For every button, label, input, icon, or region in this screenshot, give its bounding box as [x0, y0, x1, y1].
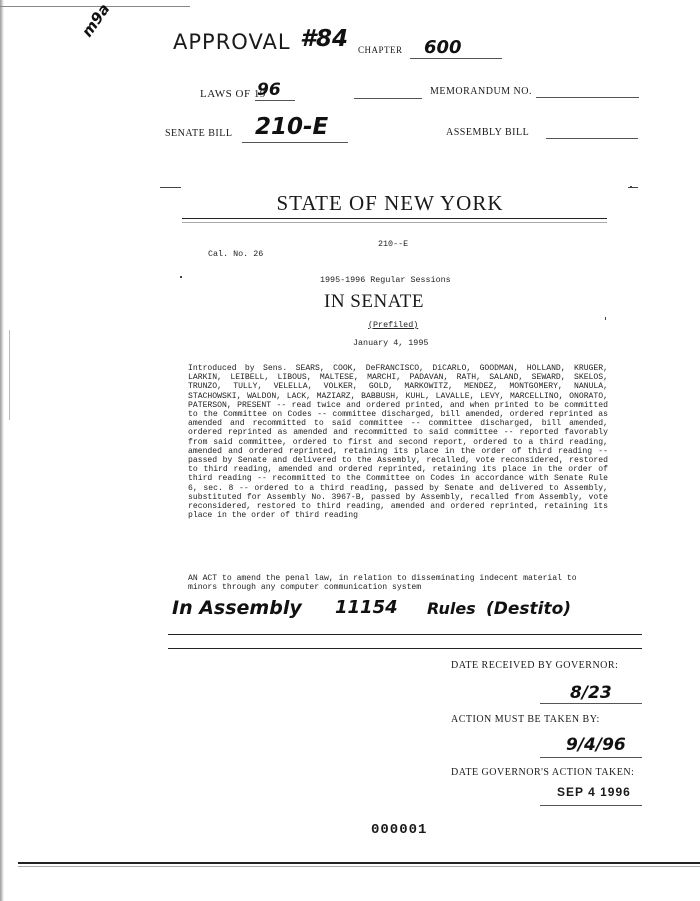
rule-mark-left: [160, 187, 181, 188]
action-deadline-blank: [540, 757, 642, 758]
bottom-scan-edge: [18, 862, 700, 864]
scan-speck: [605, 317, 606, 320]
date-received-label: DATE RECEIVED BY GOVERNOR:: [451, 660, 619, 671]
handwritten-rules: Rules: [427, 599, 476, 618]
approval-number: #84: [300, 26, 349, 52]
introduction-paragraph: Introduced by Sens. SEARS, COOK, DeFRANCISCO, DiCARLO, GOODMAN, HOLLAND, KRUGER, LARKIN, LEIBELL, LIBOUS, MALTESE, MARCHI, PADAVAN, RATH, SALAND, SEWARD, SKELOS, TRUNZO, TULLY, VELELLA, VOLKER, GOLD, MARKOWITZ, MENDEZ, MONTGOMERY, NANULA, STACHOWSKI, WALDON, LACK, MAZIARZ, BABBUSH, KUHL, LAVALLE, LEVY, MARCELLINO, ONORATO, PATERSON, PRESENT -- read twice and ordered printed, and when printed to be committed to the Committee on Codes -- committee discharged, bill amended, ordered reprinted as amended and recommitted to said committee -- committee discharged, bill amended, ordered reprinted as amended and recommitted to said committee -- reported favorably from said committee, ordered to first and second report, ordered to a third reading, amended and ordered reprinted, retaining its place in the order of third reading -- passed by Senate and delivered to the Assembly, recalled, vote reconsidered, restored to third reading, amended and ordered reprinted, retaining its place in the order of third reading -- recommitted to the Committee on Codes in accordance with Senate Rule 6, sec. 8 -- ordered to a third reading, passed by Senate and delivered to Assembly, substituted for Assembly No. 3967-B, passed by Assembly, recalled from Assembly, vote reconsidered, restored to third reading, amended and ordered reprinted, retaining its place in the order of third reading: [188, 364, 608, 521]
action-taken-blank: [540, 805, 642, 806]
action-taken-stamp: SEP 4 1996: [557, 785, 631, 799]
calendar-number: Cal. No. 26: [208, 249, 264, 259]
handwritten-assembly: In Assembly: [172, 597, 302, 619]
senate-bill-label: SENATE BILL: [165, 128, 233, 139]
bottom-scan-shadow: [18, 866, 700, 867]
scan-streak: [9, 330, 10, 420]
chamber-heading: IN SENATE: [324, 291, 425, 312]
memorandum-blank: [536, 97, 639, 98]
separator-rule-2: [168, 648, 642, 649]
laws-year-blank: [255, 100, 295, 101]
laws-extra-blank: [354, 98, 422, 99]
title-rule-shadow: [182, 222, 607, 223]
bill-code: 210--E: [378, 239, 409, 249]
page-number: 000001: [371, 822, 428, 838]
assembly-bill-blank: [546, 138, 638, 139]
bill-date: January 4, 1995: [353, 338, 429, 348]
chapter-value: 600: [424, 37, 462, 58]
date-received-value: 8/23: [570, 683, 612, 703]
action-deadline-value: 9/4/96: [566, 735, 626, 755]
handwritten-sponsor: (Destito): [486, 599, 572, 619]
action-deadline-label: ACTION MUST BE TAKEN BY:: [451, 714, 600, 725]
scan-edge-shadow: [0, 0, 4, 901]
scan-speck: [180, 276, 182, 278]
act-description: AN ACT to amend the penal law, in relation to disseminating indecent material to minors through any computer communication system: [188, 574, 577, 593]
senate-bill-value: 210-E: [255, 114, 329, 140]
title-rule: [182, 218, 607, 219]
chapter-blank: [410, 58, 502, 59]
memorandum-label: MEMORANDUM NO.: [430, 86, 533, 97]
laws-year: 96: [257, 80, 281, 100]
laws-label: LAWS OF 19: [200, 88, 266, 100]
chapter-label: CHAPTER: [358, 45, 403, 55]
session-label: 1995-1996 Regular Sessions: [320, 275, 451, 285]
prefiled-label: (Prefiled): [368, 320, 419, 330]
corner-initials: m9a: [78, 0, 114, 41]
approval-label: APPROVAL: [173, 30, 291, 54]
date-received-blank: [540, 703, 642, 704]
scan-speck: [630, 186, 632, 188]
senate-bill-blank: [242, 142, 348, 143]
state-title: STATE OF NEW YORK: [276, 191, 504, 215]
action-taken-label: DATE GOVERNOR'S ACTION TAKEN:: [451, 767, 635, 778]
handwritten-assembly-number: 11154: [335, 597, 398, 618]
separator-rule-1: [168, 634, 642, 635]
assembly-bill-label: ASSEMBLY BILL: [446, 127, 530, 138]
